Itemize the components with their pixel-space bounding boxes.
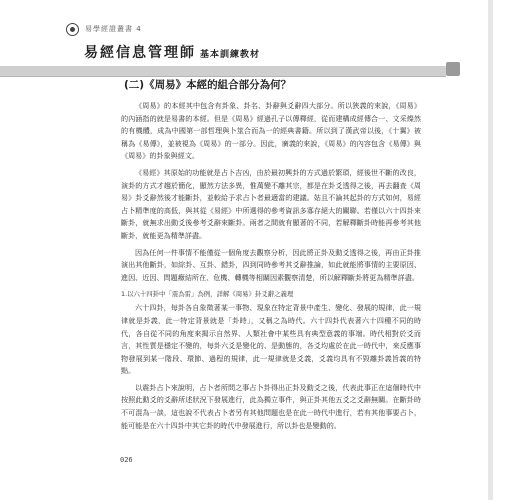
section-heading: (二)《周易》本經的組合部分為何？: [124, 79, 292, 91]
series-header: [66, 22, 446, 36]
series-label: 易學經證叢書 4: [85, 25, 142, 33]
paragraph: 六十四卦，每卦各自象徵著某一事物、現象在特定背景中產生、變化、發展的規律，此一規律就是卦義，此一特定背景就是「卦時」，又稱之為時代。六十四卦代表著六十四種不同的時代，各自從不同的角度來揭示自然界、人類社會中某些具有典型意義的事端。時代相對於爻而言，其性質是穩定不變的，每卦六爻是變化的、是動態的，各爻均處於在此一時代中，來反應事物發展到某一階段、環節、過程的規律，此一規律就是爻義，爻義均具有不毀離卦義旨義的特點。: [121, 303, 421, 376]
page-edge: [460, 0, 520, 500]
paragraph: 《易經》其原始的功能就是占卜吉凶，由於最初興卦的方式過於繁瑣，經後世不斷的改良，演卦的方式才趨於簡化，顯然方法多異，惟萬變不離其宗，都是在卦爻透得之後，再去翻查《周易》卦爻辭然後才能斷卦，並較給予求占卜者最適當的建議。姑且不論其起卦的方式如何，易經占卜精準度的高低，與其從《易經》中所選得的參考資訊多寡存絕大的關聯。若僅以六十四卦來斷卦，就無求出動爻後參考爻辭來斷卦。兩者之間就有顯著的不同，若解釋斷卦時能再參考其他斷卦，就能更為精準詳盡。: [121, 167, 421, 240]
book-subtitle: 基本訓練教材: [200, 50, 261, 60]
book-title: [84, 42, 260, 62]
body-content: [121, 100, 421, 436]
paragraph: 因為任何一件事情不能僅從一個角度去觀察分析，因此將正卦及動爻透得之後，再由正卦推演出其他斷卦，如綜卦、互卦、錯卦，四到同時參考其爻辭推論，如此就能將事情的主要原因、進因、近因、問題癥結所在、危機、轉機等相關因素觀察清楚，所以解釋斷卦將更為精準詳盡。: [121, 247, 421, 282]
page-number: 026: [120, 456, 133, 464]
header-rule-end-block: [446, 62, 460, 76]
book-title-main: 易經信息管理師: [84, 45, 196, 61]
series-logo-icon: [66, 23, 79, 36]
paragraph: 以震卦占卜來說明，占卜者所問之事占卜卦得出正卦及動爻之後，代表此事正在這個時代中按照此動爻的爻辭所述狀況下發展進行，此為獨立事件，與正卦其他五爻之爻辭無關。在斷卦時不可混為一談，這也說不代表占卜者另有其他問題也是在此一時代中進行，若有其他事要占卜，能可能是在六十四卦中其它卦的時代中發展進行，所以卦也是變動的。: [121, 382, 421, 430]
paragraph: 《周易》的本經其中包含有卦象、卦名、卦辭與爻辭四大部分。所以狹義的來說，《周易》的內涵指的就是易書的本經。但是《周易》經過孔子以傳釋經，從而建構成經傳合一、文采燦然的有機體，成為中國第一部哲理與卜筮合而為一的經典書籍。所以到了漢武帝以後，《十翼》被稱為《易傳》，並被視為《周易》的一部分。因此，廣義的來說，《周易》的內容包含《易傳》與《周易》的卦象與經文。: [121, 101, 421, 161]
header-rule: [0, 66, 446, 77]
subheading: 1.以六十四卦中「震為雷」為例，詳解《周易》卦爻辭之義理: [121, 290, 294, 299]
